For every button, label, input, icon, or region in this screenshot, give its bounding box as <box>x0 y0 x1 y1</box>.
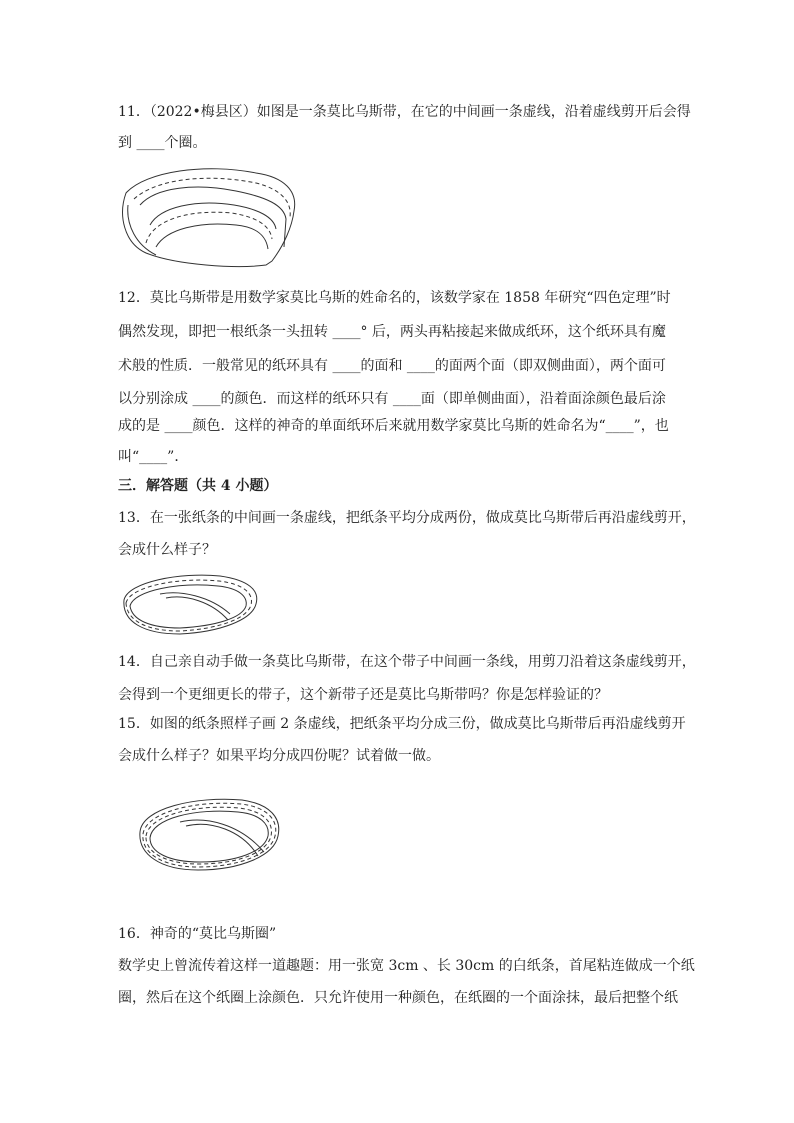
q12-line4: 以分别涂成 ____的颜色．而这样的纸环只有 ____面（即单侧曲面），沿着面涂颜色最后涂 <box>118 391 666 407</box>
q15-line2: 会成什么样子？如果平均分成四份呢？试着做一做。 <box>118 748 440 764</box>
q13-line1: 13．在一张纸条的中间画一条虚线，把纸条平均分成两份，做成莫比乌斯带后再沿虚线剪开， <box>118 510 696 526</box>
q16-line2: 圈，然后在这个纸圈上涂颜色．只允许使用一种颜色，在纸圈的一个面涂抹，最后把整个纸 <box>118 990 678 1006</box>
mobius-strip-figure-q15 <box>136 792 284 874</box>
mobius-strip-figure-q13 <box>120 570 262 638</box>
section-heading: 三．解答题（共 4 小题） <box>118 478 278 494</box>
q11-line1: 11．（2022•梅县区）如图是一条莫比乌斯带，在它的中间画一条虚线，沿着虚线剪开后会得 <box>118 104 691 120</box>
q14-line1: 14．自己亲自动手做一条莫比乌斯带，在这个带子中间画一条线，用剪刀沿着这条虚线剪开， <box>118 654 696 670</box>
q16-line1: 数学史上曾流传着这样一道趣题：用一张宽 3cm 、长 30cm 的白纸条，首尾粘连做成一个纸 <box>118 958 695 974</box>
q15-line1: 15．如图的纸条照样子画 2 条虚线，把纸条平均分成三份，做成莫比乌斯带后再沿虚线剪开 <box>118 716 686 732</box>
q12-line1: 12．莫比乌斯带是用数学家莫比乌斯的姓命名的，该数学家在 1858 年研究“四色定理”时 <box>118 290 671 306</box>
q14-line2: 会得到一个更细更长的带子，这个新带子还是莫比乌斯带吗？你是怎样验证的？ <box>118 687 608 703</box>
q16-title: 16．神奇的“莫比乌斯圈” <box>118 926 277 942</box>
q12-line5: 成的是 ____颜色．这样的神奇的单面纸环后来就用数学家莫比乌斯的姓命名为“____”，也 <box>118 418 669 434</box>
q11-line2: 到 ____个圈。 <box>118 135 207 151</box>
q12-line6: 叫“____”． <box>118 449 189 465</box>
q12-line2: 偶然发现，即把一根纸条一头扭转 ____° 后，两头再粘接起来做成纸环，这个纸环具有魔 <box>118 324 666 340</box>
mobius-strip-figure-q11 <box>116 165 308 271</box>
q12-line3: 术般的性质．一般常见的纸环具有 ____的面和 ____的面两个面（即双侧曲面），两个面可 <box>118 358 666 374</box>
q13-line2: 会成什么样子？ <box>118 542 216 558</box>
